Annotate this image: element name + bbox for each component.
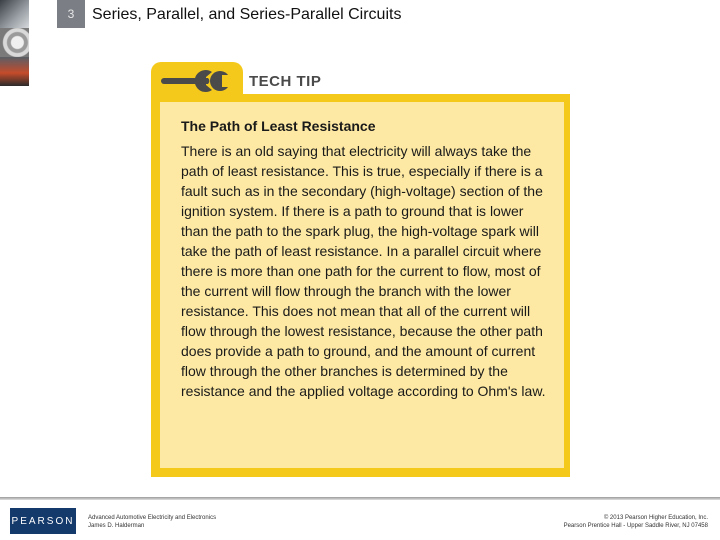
thumbnail-image: [0, 57, 29, 86]
slide-title: Series, Parallel, and Series-Parallel Circuits: [92, 6, 402, 23]
tech-tip-body: There is an old saying that electricity will always take the path of least resistance. This is true, especially if there is a fault such as in the secondary (high-voltage) section of the ignition system. If there is a path to ground that is lower than the path to the spark plug, the high-voltage spark will take the path of least resistance. In a parallel circuit where there is more than one path for the current to flow, most of the current will flow through the branch with the lower resistance. This does not mean that all of the current will flow through the lowest resistance, because the other path does provide a path to ground, and the amount of current flow through the other branches is determined by the resistance and the applied voltage according to Ohm's law.: [181, 143, 546, 399]
header-thumbnail-strip: [0, 0, 29, 86]
footer-divider: [0, 497, 720, 500]
thumbnail-image: [0, 28, 29, 57]
footer-copyright: [564, 514, 708, 530]
wrench-icon: [160, 66, 238, 96]
thumbnail-image: [0, 0, 29, 28]
footer-book-info: [88, 514, 216, 530]
copyright-line: © 2013 Pearson Higher Education, Inc.: [603, 515, 708, 521]
pearson-logo: PEARSON: [10, 508, 76, 534]
slide-number: 3: [57, 0, 85, 28]
tech-tip-label: TECH TIP: [249, 73, 322, 90]
tech-tip-heading: The Path of Least Resistance: [181, 118, 376, 134]
book-title: Advanced Automotive Electricity and Electronics: [88, 515, 217, 521]
book-author: James D. Halderman: [88, 523, 145, 529]
publisher-line: Pearson Prentice Hall - Upper Saddle River, NJ 07458: [563, 523, 708, 529]
